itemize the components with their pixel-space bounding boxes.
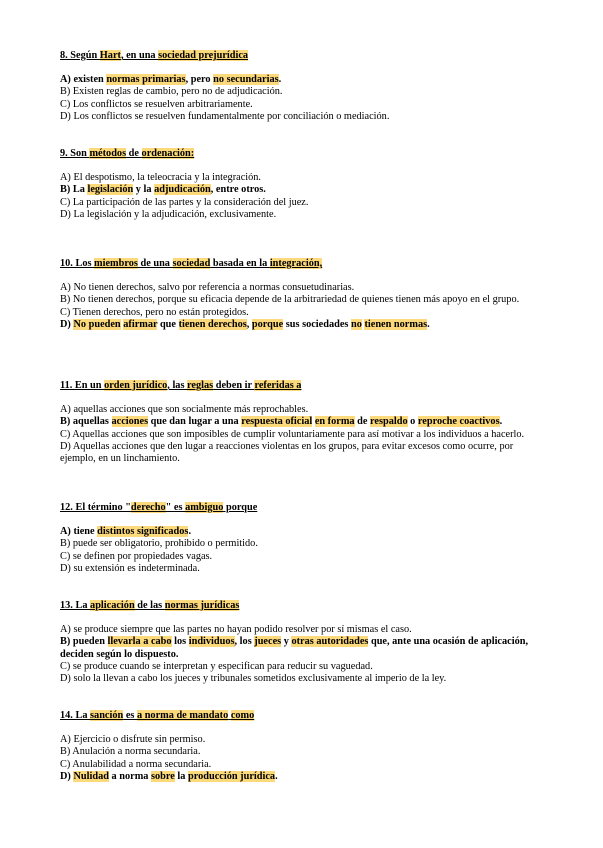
text: . (427, 318, 430, 330)
highlight: reproche coactivos (417, 416, 500, 428)
question-title (60, 710, 530, 722)
text: D) (60, 770, 74, 782)
option-c: C) La participación de las partes y la consideración del juez. (60, 196, 309, 208)
highlight: normas jurídicas (164, 600, 240, 611)
highlight: ordenación: (141, 148, 195, 159)
option-a: A) No tienen derechos, salvo por referencia a normas consuetudinarias. (60, 282, 355, 294)
text: . (188, 526, 192, 538)
text: 12. El término " (60, 502, 131, 513)
text: D) (60, 318, 74, 330)
option-b-correct (60, 416, 530, 428)
question-13 (60, 600, 530, 685)
question-12 (60, 502, 530, 575)
option-a: A) aquellas acciones que son socialmente más reprochables. (60, 404, 309, 416)
question-8 (60, 50, 530, 123)
highlight: Hart (99, 50, 121, 61)
option-a-correct (60, 74, 530, 86)
text: 8. Según (60, 50, 100, 61)
text: , los (234, 636, 255, 648)
highlight: sanción (90, 710, 124, 721)
highlight: individuos (188, 636, 235, 648)
option-d: D) Aquellas acciones que den lugar a reacciones violentas en los grupos, para evitar excesos como ocurre, por ejemplo, en un linchamiento. (60, 440, 514, 465)
highlight: distintos significados (97, 526, 189, 538)
option-a-correct (60, 526, 530, 538)
highlight: tienen normas (364, 318, 428, 330)
text: porque (223, 502, 258, 513)
text: es (123, 710, 137, 721)
highlight: normas primarias (106, 74, 186, 86)
highlight: porque (251, 318, 284, 330)
text: 11. En un (60, 380, 105, 391)
text: basada en la (210, 258, 270, 269)
highlight: jueces (254, 636, 282, 648)
option-b: B) Anulación a norma secundaria. (60, 746, 201, 758)
question-title (60, 258, 530, 270)
highlight: sociedad prejurídica (158, 50, 249, 61)
text: . (175, 648, 179, 660)
option-c: C) Tienen derechos, pero no están protegidos. (60, 306, 249, 318)
text: de (354, 416, 371, 428)
text: B) La (60, 184, 88, 196)
question-14 (60, 710, 530, 783)
text: , en una (120, 50, 159, 61)
text: la (174, 770, 189, 782)
text: de (126, 148, 142, 159)
highlight: reglas (187, 380, 214, 391)
option-b: B) Existen reglas de cambio, pero no de adjudicación. (60, 86, 283, 98)
option-b: B) puede ser obligatorio, prohibido o permitido. (60, 538, 258, 550)
highlight: no (351, 318, 362, 330)
text: sus sociedades (283, 318, 351, 330)
text: . (278, 74, 282, 86)
highlight: llevarla a cabo (107, 636, 172, 648)
text: o (407, 416, 418, 428)
text: . (275, 770, 278, 782)
highlight: respuesta oficial (241, 416, 313, 428)
question-title (60, 600, 530, 612)
option-c: C) se produce cuando se interpretan y especifican para reducir su vaguedad. (60, 660, 373, 672)
highlight: acciones (111, 416, 149, 428)
option-b-correct (60, 636, 530, 660)
option-d: D) solo la llevan a cabo los jueces y tribunales sometidos exclusivamente al imperio de la ley. (60, 673, 447, 685)
question-10 (60, 258, 530, 331)
text: B) aquellas (60, 416, 112, 428)
highlight: referidas a (254, 380, 302, 391)
text: a norma (108, 770, 151, 782)
text: de una (137, 258, 173, 269)
text: de las (134, 600, 165, 611)
text: . (499, 416, 503, 428)
option-d: D) su extensión es indeterminada. (60, 562, 200, 574)
text: , pero (185, 74, 214, 86)
text: , entre otros. (210, 184, 266, 196)
highlight: afirmar (123, 318, 158, 330)
highlight: aplicación (90, 600, 135, 611)
text: , (246, 318, 252, 330)
question-title (60, 50, 530, 62)
text: " es (165, 502, 186, 513)
text: , las (167, 380, 188, 391)
question-11 (60, 380, 530, 465)
option-d-correct (60, 319, 530, 331)
text: A) existen (60, 74, 107, 86)
highlight: respaldo (370, 416, 408, 428)
highlight: métodos (89, 148, 127, 159)
option-d-correct (60, 771, 530, 783)
text: 9. Son (60, 148, 90, 159)
highlight: orden jurídico (104, 380, 168, 391)
option-d: D) La legislación y la adjudicación, exclusivamente. (60, 208, 277, 220)
text: B) pueden (60, 636, 108, 648)
question-title (60, 380, 530, 392)
highlight: ambiguo (185, 502, 224, 513)
option-c: C) Los conflictos se resuelven arbitrariamente. (60, 98, 253, 110)
highlight: adjudicación (154, 184, 211, 196)
option-c: C) Anulabilidad a norma secundaria. (60, 758, 212, 770)
option-c: C) Aquellas acciones que son imposibles de cumplir voluntariamente para así motivar a los individuos a hacerlo. (60, 428, 525, 440)
question-9 (60, 148, 530, 221)
highlight: a norma de mandato (136, 710, 229, 721)
question-title (60, 148, 530, 160)
option-c: C) se definen por propiedades vagas. (60, 550, 213, 562)
highlight: producción jurídica (188, 770, 276, 782)
highlight: no secundarias (213, 74, 279, 86)
highlight: otras autoridades (291, 636, 369, 648)
text: y (281, 636, 292, 648)
text: que dan lugar a una (148, 416, 242, 428)
highlight: sociedad (172, 258, 211, 269)
highlight: sobre (151, 770, 175, 782)
option-a: A) se produce siempre que las partes no hayan podido resolver por sí mismas el caso. (60, 624, 412, 636)
text: 13. La (60, 600, 91, 611)
text: A) tiene (60, 526, 98, 538)
option-a: A) El despotismo, la teleocracia y la integración. (60, 172, 262, 184)
text: y la (133, 184, 155, 196)
highlight: derecho (130, 502, 166, 513)
highlight: integración, (269, 258, 323, 269)
text: que (157, 318, 179, 330)
highlight: en forma (314, 416, 355, 428)
text: los (171, 636, 189, 648)
option-a: A) Ejercicio o disfrute sin permiso. (60, 734, 206, 746)
highlight: legislación (87, 184, 134, 196)
highlight: tienen derechos (178, 318, 247, 330)
text: 14. La (60, 710, 91, 721)
option-b-correct (60, 184, 530, 196)
question-title (60, 502, 530, 514)
option-d: D) Los conflictos se resuelven fundamentalmente por conciliación o mediación. (60, 110, 390, 122)
highlight: Nulidad (73, 770, 109, 782)
text: deben ir (213, 380, 255, 391)
text: 10. Los (60, 258, 95, 269)
highlight: miembros (94, 258, 138, 269)
highlight: No pueden (73, 318, 121, 330)
option-b: B) No tienen derechos, porque su eficacia depende de la arbitrariedad de quienes tienen más apoyo en el grupo. (60, 294, 520, 306)
highlight: como (230, 710, 255, 721)
text: que, ante una ocasión de aplicación, deciden según lo dispuesto (60, 636, 529, 660)
